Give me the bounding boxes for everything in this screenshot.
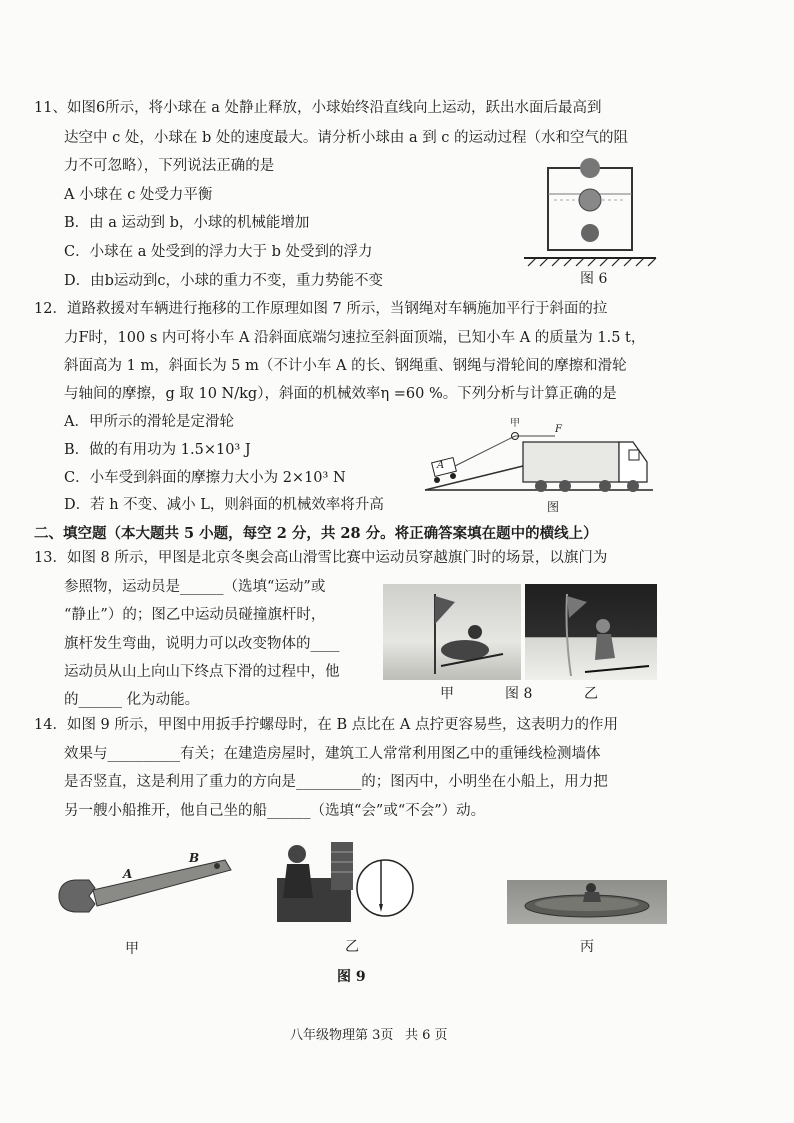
- ball-position-b: [579, 189, 601, 211]
- figure-7-caption: 图: [547, 500, 560, 514]
- boats-photo: [507, 880, 667, 924]
- q11-option-a: A 小球在 c 处受力平衡: [64, 187, 213, 203]
- q13-line-2: 参照物，运动员是______（选填“运动”或: [64, 579, 326, 595]
- ball-position-c: [580, 158, 600, 178]
- figure-9-caption-bing: 丙: [580, 939, 594, 955]
- figure-8-caption-yi: 乙: [584, 686, 598, 702]
- figure-9-caption-jia: 甲: [125, 941, 139, 957]
- q14-line-1: 14．如图 9 所示，甲图中用扳手拧螺母时，在 B 点比在 A 点拧更容易些，这表明力的作用: [34, 717, 618, 733]
- q12-line-2: 力F时，100 s 内可将小车 A 沿斜面底端匀速拉至斜面顶端，已知小车 A 的质量为 1.5 t，: [64, 330, 646, 346]
- q13-line-5: 运动员从山上向山下终点下滑的过程中，他: [64, 664, 340, 680]
- q13-line-1: 13．如图 8 所示，甲图是北京冬奥会高山滑雪比赛中运动员穿越旗门时的场景，以旗门为: [34, 550, 608, 566]
- figure-6-caption: 图 6: [580, 271, 608, 287]
- q12-option-c: C．小车受到斜面的摩擦力大小为 2×10³ N: [64, 470, 346, 486]
- wrench-diagram: [55, 850, 235, 930]
- q14-line-2: 效果与__________有关；在建造房屋时，建筑工人常常利用图乙中的重锤线检测墙体: [64, 746, 601, 762]
- q14-line-3: 是否竖直，这是利用了重力的方向是_________的；图丙中，小明坐在小船上，用力把: [64, 774, 608, 790]
- section-2-heading: 二、填空题（本大题共 5 小题，每空 2 分，共 28 分。将正确答案填在题中的横线上）: [34, 525, 598, 542]
- figure-7-tow-truck-diagram: [415, 418, 655, 500]
- q11-option-d: D．由b运动到c，小球的重力不变，重力势能不变: [64, 273, 384, 289]
- q11-line-1: 11、如图6所示，将小球在 a 处静止释放，小球始终沿直线向上运动，跃出水面后最高到: [34, 100, 602, 116]
- label-jia: 甲: [510, 418, 520, 429]
- figure-9-caption: 图 9: [337, 969, 366, 985]
- footer-page-number: 八年级物理第 3页: [290, 1028, 394, 1043]
- footer-total-pages: 共 6 页: [405, 1028, 448, 1043]
- q12-line-3: 斜面高为 1 m，斜面长为 5 m（不计小车 A 的长、钢绳重、钢绳与滑轮间的摩擦和滑轮: [64, 358, 627, 374]
- label-point-a: A: [123, 867, 133, 881]
- q13-line-6: 的______ 化为动能。: [64, 692, 200, 708]
- q11-option-c: C．小球在 a 处受到的浮力大于 b 处受到的浮力: [64, 244, 373, 260]
- photo-skier-jia: [383, 584, 521, 680]
- q12-option-d: D．若 h 不变、减小 L，则斜面的机械效率将升高: [64, 497, 384, 513]
- figure-9-caption-yi: 乙: [345, 939, 359, 955]
- q11-option-b: B．由 a 运动到 b，小球的机械能增加: [64, 215, 310, 231]
- label-force-f: F: [555, 424, 562, 435]
- q12-line-1: 12．道路救援对车辆进行拖移的工作原理如图 7 所示，当钢绳对车辆施加平行于斜面的拉: [34, 301, 608, 317]
- q13-line-3: “静止”）的；图乙中运动员碰撞旗杆时，: [64, 607, 326, 623]
- ball-position-a: [581, 224, 599, 242]
- plumb-line-diagram: [275, 838, 415, 928]
- figure-8-caption-jia: 甲: [440, 686, 454, 702]
- q11-line-2: 达空中 c 处，小球在 b 处的速度最大。请分析小球由 a 到 c 的运动过程（水和空气的阻: [64, 130, 629, 146]
- q12-option-a: A．甲所示的滑轮是定滑轮: [64, 414, 234, 430]
- photo-skier-yi: [525, 584, 657, 680]
- figure-8-caption: 图 8: [505, 686, 533, 702]
- q13-line-4: 旗杆发生弯曲，说明力可以改变物体的____: [64, 636, 340, 652]
- q12-option-b: B．做的有用功为 1.5×10³ J: [64, 442, 251, 458]
- q14-line-4: 另一艘小船推开，他自己坐的船______（选填“会”或“不会”）动。: [64, 803, 486, 819]
- q11-line-3: 力不可忽略），下列说法正确的是: [64, 158, 275, 174]
- figure-6-beaker-diagram: [520, 150, 660, 270]
- q12-line-4: 与轴间的摩擦，g 取 10 N/kg），斜面的机械效率η =60 %。下列分析与计算正确的是: [64, 386, 617, 402]
- label-point-b: B: [189, 851, 200, 865]
- label-cart-a: A: [437, 460, 445, 471]
